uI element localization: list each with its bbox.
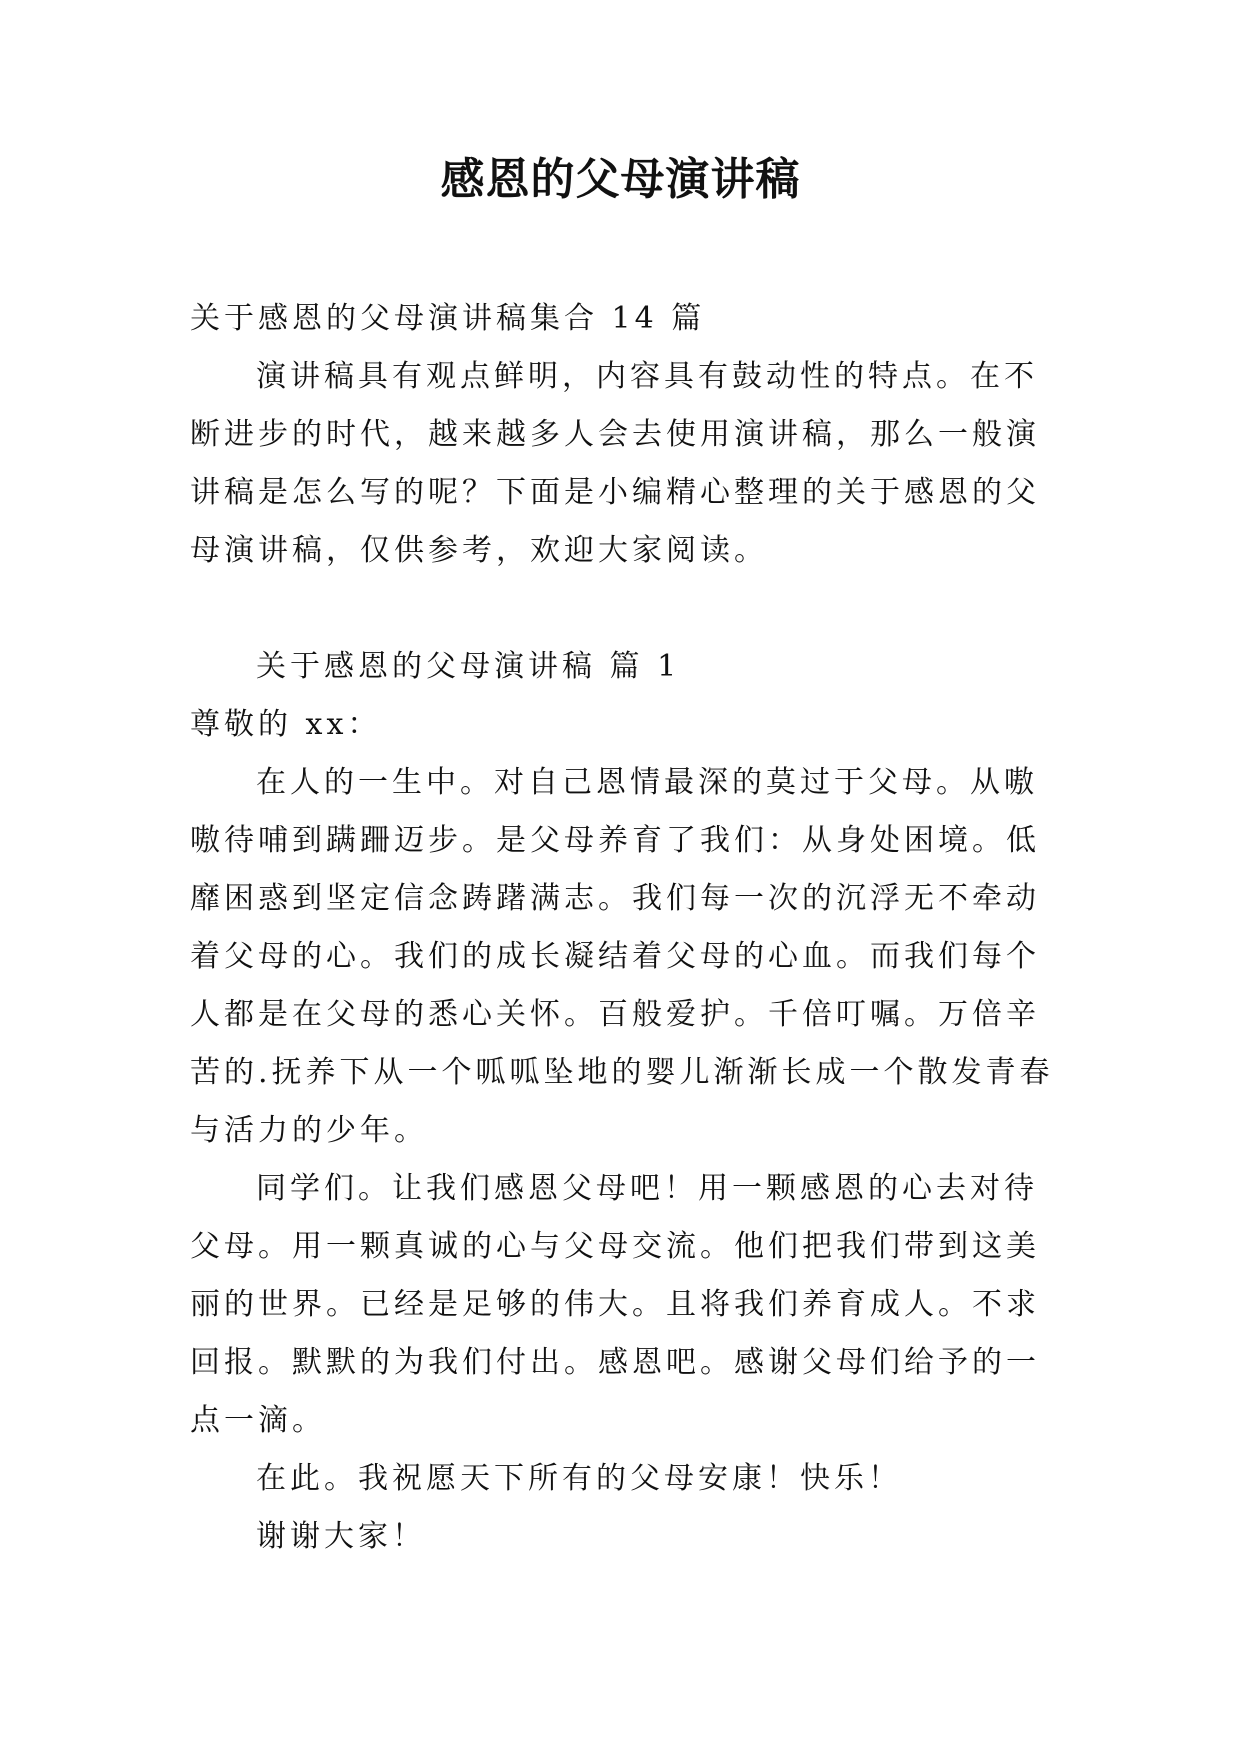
salutation: 尊敬的 xx：	[190, 707, 382, 742]
closing-wish: 在此。我祝愿天下所有的父母安康！快乐！	[256, 1461, 902, 1496]
closing-thanks: 谢谢大家！	[256, 1519, 426, 1554]
body-paragraph-2: 同学们。让我们感恩父母吧！用一颗感恩的心去对待父母。用一颗真诚的心与父母交流。他们把我们带到这美丽的世界。已经是足够的伟大。且将我们养育成人。不求回报。默默的为我们付出。感恩吧。感谢父母们给予的一点一滴。	[190, 1171, 1040, 1438]
intro-paragraph: 演讲稿具有观点鲜明，内容具有鼓动性的特点。在不断进步的时代，越来越多人会去使用演讲稿，那么一般演讲稿是怎么写的呢？下面是小编精心整理的关于感恩的父母演讲稿，仅供参考，欢迎大家阅读。	[190, 359, 1040, 568]
section-heading: 关于感恩的父母演讲稿 篇 1	[256, 649, 681, 684]
body-paragraph-1: 在人的一生中。对自己恩情最深的莫过于父母。从嗷嗷待哺到蹒跚迈步。是父母养育了我们：从身处困境。低靡困惑到坚定信念踌躇满志。我们每一次的沉浮无不牵动着父母的心。我们的成长凝结着父母的心血。而我们每个人都是在父母的悉心关怀。百般爱护。千倍叮嘱。万倍辛苦的.抚养下从一个呱呱坠地的婴儿渐渐长成一个散发青春与活力的少年。	[190, 765, 1054, 1148]
collection-subtitle: 关于感恩的父母演讲稿集合 14 篇	[190, 301, 706, 336]
document-title: 感恩的父母演讲稿	[440, 154, 801, 205]
section-spacer	[190, 580, 1070, 638]
document-body	[190, 290, 1070, 1566]
